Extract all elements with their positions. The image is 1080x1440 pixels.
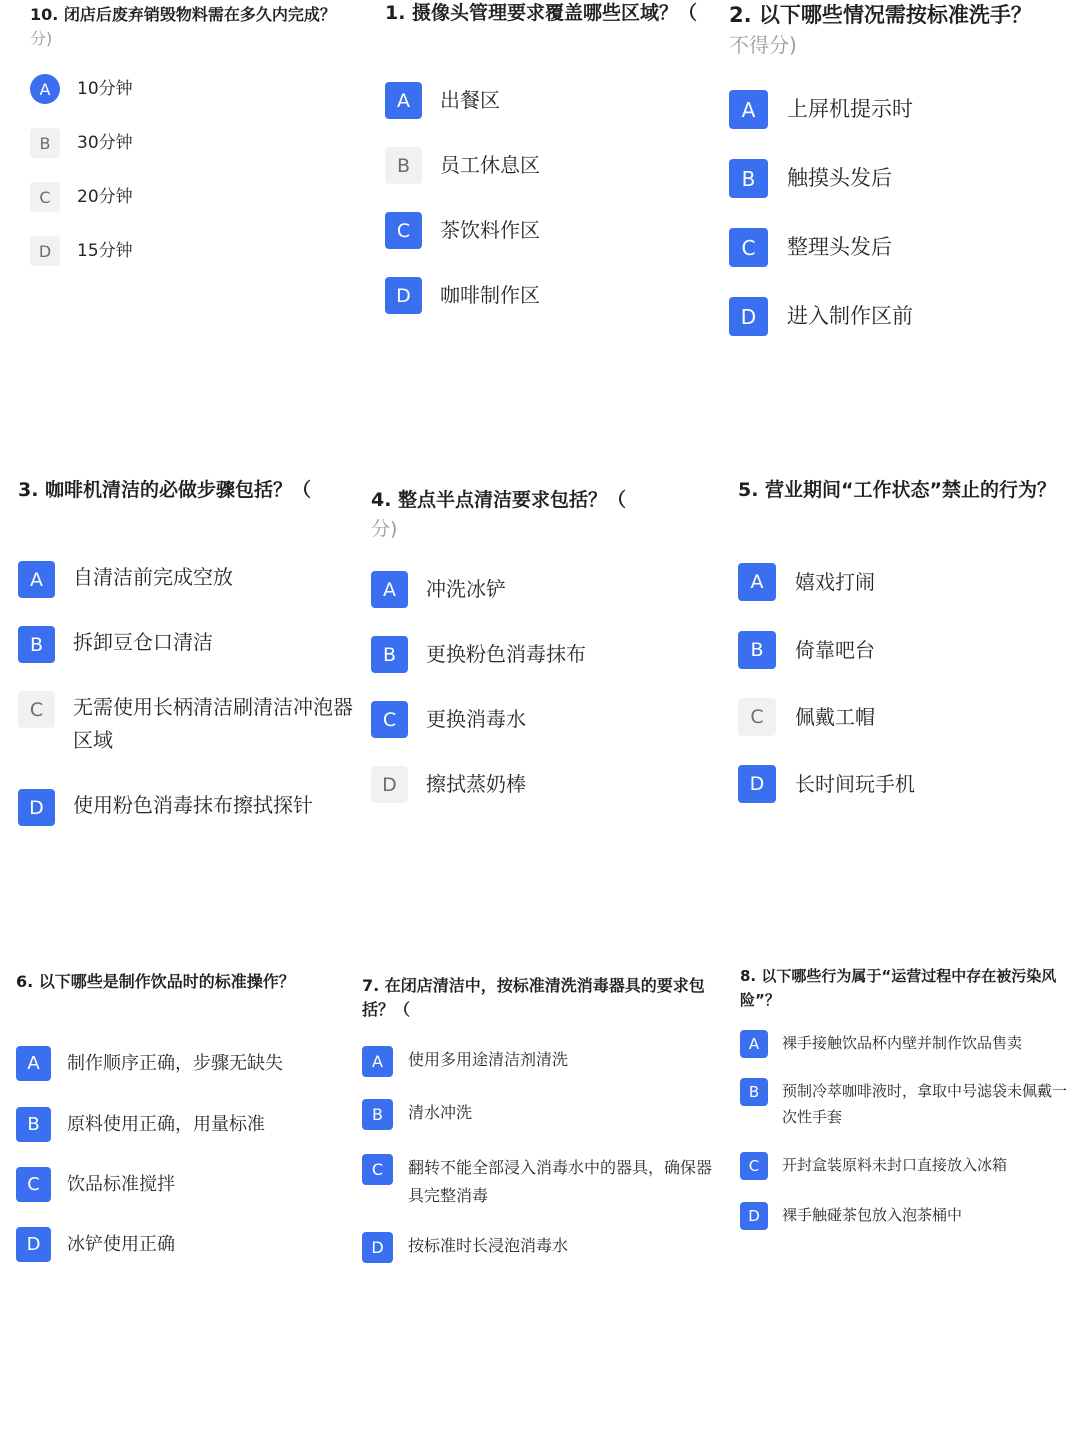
option-b[interactable] (740, 1078, 1080, 1130)
option-text: 佩戴工帽 (795, 705, 875, 729)
question-title: 6. 以下哪些是制作饮品时的标准操作？ (16, 972, 295, 991)
option-d[interactable] (385, 277, 723, 314)
question-title: 1. 摄像头管理要求覆盖哪些区域？（ (385, 2, 698, 24)
question-4 (371, 485, 716, 825)
option-text: 冰铲使用正确 (67, 1234, 175, 1255)
question-score-note: 分) (30, 29, 53, 48)
option-a[interactable] (729, 90, 1080, 129)
option-letter: D (738, 765, 776, 803)
option-text: 制作顺序正确，步骤无缺失 (67, 1053, 283, 1074)
option-c[interactable] (30, 182, 360, 212)
option-text: 使用多用途清洁剂清洗 (408, 1050, 569, 1069)
option-a[interactable] (18, 561, 363, 598)
option-text: 整理头发后 (787, 235, 892, 259)
option-letter: D (729, 297, 768, 336)
option-letter: C (385, 212, 422, 249)
option-c[interactable] (362, 1154, 722, 1210)
option-b[interactable] (18, 626, 363, 663)
option-letter: B (16, 1107, 51, 1142)
option-b[interactable] (16, 1107, 356, 1142)
option-letter: C (371, 701, 408, 738)
option-text: 上屏机提示时 (787, 97, 913, 121)
question-1 (385, 0, 723, 340)
option-letter: D (16, 1227, 51, 1262)
question-title: 7. 在闭店清洁中，按标准清洗消毒器具的要求包括？（ (362, 976, 705, 1019)
option-text: 裸手接触饮品杯内壁并制作饮品售卖 (782, 1034, 1023, 1052)
option-c[interactable] (18, 691, 363, 757)
option-letter: A (729, 90, 768, 129)
option-text: 自清洁前完成空放 (73, 565, 233, 589)
option-a[interactable] (16, 1046, 356, 1081)
option-c[interactable] (740, 1152, 1080, 1180)
option-letter: A (385, 82, 422, 119)
option-a[interactable] (362, 1046, 722, 1077)
option-c[interactable] (385, 212, 723, 249)
option-a[interactable] (371, 571, 716, 608)
option-letter: C (740, 1152, 768, 1180)
option-c[interactable] (371, 701, 716, 738)
option-letter: B (371, 636, 408, 673)
option-d[interactable] (18, 789, 363, 826)
option-text: 清水冲洗 (408, 1103, 473, 1122)
question-3 (18, 475, 363, 845)
option-text: 出餐区 (440, 88, 500, 112)
option-letter: A (738, 563, 776, 601)
option-text: 更换消毒水 (426, 707, 526, 731)
question-2 (729, 0, 1080, 360)
option-letter: A (371, 571, 408, 608)
option-text: 原料使用正确，用量标准 (67, 1114, 265, 1135)
option-letter: A (362, 1046, 393, 1077)
option-text: 翻转不能全部浸入消毒水中的器具，确保器具完整消毒 (408, 1158, 713, 1205)
question-score-note: 不得分) (729, 33, 797, 57)
option-text: 触摸头发后 (787, 166, 892, 190)
option-text: 开封盒装原料未封口直接放入冰箱 (782, 1156, 1008, 1174)
option-letter: C (362, 1154, 393, 1185)
option-c[interactable] (729, 228, 1080, 267)
question-5 (738, 475, 1080, 815)
question-score-note: 分) (371, 518, 398, 540)
option-letter: C (729, 228, 768, 267)
option-text: 倚靠吧台 (795, 638, 875, 662)
question-8 (740, 964, 1080, 1264)
question-6 (16, 968, 356, 1268)
option-text: 预制冷萃咖啡液时，拿取中号滤袋未佩戴一次性手套 (782, 1082, 1068, 1126)
option-text: 无需使用长柄清洁刷清洁冲泡器区域 (73, 695, 353, 752)
option-letter: D (740, 1202, 768, 1230)
question-title: 4. 整点半点清洁要求包括？（ (371, 489, 627, 511)
question-10 (30, 2, 360, 282)
option-text: 茶饮料作区 (440, 218, 540, 242)
option-text: 长时间玩手机 (795, 772, 915, 796)
option-text: 擦拭蒸奶棒 (426, 772, 526, 796)
option-text: 拆卸豆仓口清洁 (73, 630, 213, 654)
option-letter: B (362, 1099, 393, 1130)
option-text: 冲洗冰铲 (426, 577, 506, 601)
option-letter: D (18, 789, 55, 826)
option-d[interactable] (16, 1227, 356, 1262)
option-text: 更换粉色消毒抹布 (426, 642, 586, 666)
option-text: 使用粉色消毒抹布擦拭探针 (73, 793, 313, 817)
question-title: 3. 咖啡机清洁的必做步骤包括？（ (18, 479, 312, 501)
option-a[interactable] (738, 563, 1080, 601)
option-text: 15分钟 (77, 241, 133, 261)
option-letter: B (738, 631, 776, 669)
option-letter: B (30, 128, 60, 158)
option-b[interactable] (371, 636, 716, 673)
option-letter: D (362, 1232, 393, 1263)
option-d[interactable] (30, 236, 360, 266)
option-a[interactable] (30, 74, 360, 104)
option-text: 员工休息区 (440, 153, 540, 177)
option-letter: A (740, 1030, 768, 1058)
option-a[interactable] (740, 1030, 1080, 1058)
option-letter: A (30, 74, 60, 104)
option-text: 30分钟 (77, 133, 133, 153)
question-title: 5. 营业期间“工作状态”禁止的行为？ (738, 479, 1057, 501)
option-letter: C (16, 1167, 51, 1202)
option-d[interactable] (740, 1202, 1080, 1230)
option-letter: C (738, 698, 776, 736)
option-b[interactable] (385, 147, 723, 184)
option-text: 10分钟 (77, 79, 133, 99)
option-d[interactable] (738, 765, 1080, 803)
option-text: 咖啡制作区 (440, 283, 540, 307)
option-letter: B (740, 1078, 768, 1106)
option-c[interactable] (16, 1167, 356, 1202)
option-text: 裸手触碰茶包放入泡茶桶中 (782, 1206, 963, 1224)
option-text: 嬉戏打闹 (795, 570, 875, 594)
option-d[interactable] (362, 1232, 722, 1263)
option-b[interactable] (729, 159, 1080, 198)
option-letter: A (18, 561, 55, 598)
option-b[interactable] (362, 1099, 722, 1130)
option-letter: D (371, 766, 408, 803)
option-b[interactable] (30, 128, 360, 158)
option-letter: C (30, 182, 60, 212)
option-letter: D (385, 277, 422, 314)
option-letter: B (729, 159, 768, 198)
option-letter: B (18, 626, 55, 663)
option-a[interactable] (385, 82, 723, 119)
option-letter: A (16, 1046, 51, 1081)
option-letter: B (385, 147, 422, 184)
option-text: 饮品标准搅拌 (67, 1174, 175, 1195)
question-title: 2. 以下哪些情况需按标准洗手？ (729, 3, 1032, 27)
option-c[interactable] (738, 698, 1080, 736)
option-letter: C (18, 691, 55, 728)
question-title: 8. 以下哪些行为属于“运营过程中存在被污染风险”？ (740, 967, 1057, 1009)
question-title: 10. 闭店后废弃销毁物料需在多久内完成？ (30, 5, 336, 24)
option-text: 进入制作区前 (787, 304, 913, 328)
option-text: 20分钟 (77, 187, 133, 207)
option-d[interactable] (729, 297, 1080, 336)
option-d[interactable] (371, 766, 716, 803)
option-letter: D (30, 236, 60, 266)
question-7 (362, 974, 722, 1274)
option-text: 按标准时长浸泡消毒水 (408, 1236, 569, 1255)
option-b[interactable] (738, 631, 1080, 669)
